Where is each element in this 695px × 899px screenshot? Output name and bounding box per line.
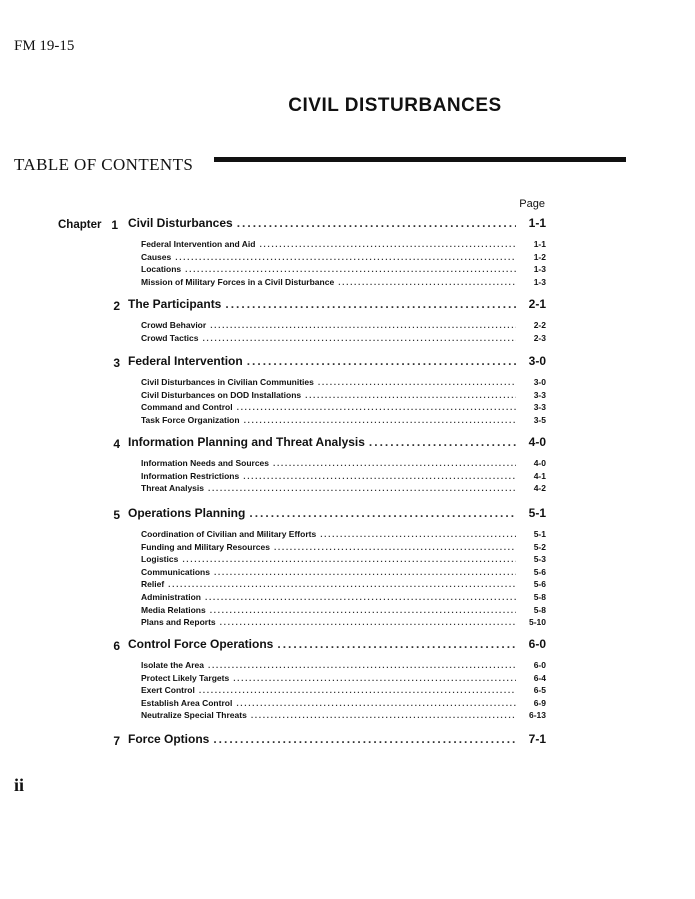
section-title: Funding and Military Resources — [141, 541, 270, 552]
leader-dots — [259, 239, 516, 249]
section-entry[interactable] — [141, 673, 546, 683]
leader-dots — [205, 592, 516, 602]
section-entry[interactable] — [141, 579, 546, 589]
page-number: ii — [14, 775, 25, 795]
section-page: 1-1 — [533, 239, 546, 249]
section-page: 6-9 — [533, 697, 546, 708]
section-entry[interactable] — [141, 554, 546, 564]
chapter-title: Force Options — [128, 732, 210, 746]
leader-dots — [237, 216, 516, 230]
section-page: 2-2 — [533, 320, 546, 330]
chapter-number: 6 — [113, 639, 120, 653]
section-entry[interactable] — [141, 277, 546, 287]
section-title: Federal Intervention and Aid — [141, 239, 256, 249]
section-title: Isolate the Area — [141, 660, 204, 670]
section-entry[interactable] — [141, 415, 546, 425]
section-entry[interactable] — [141, 529, 546, 539]
chapter-entry[interactable] — [128, 216, 546, 230]
chapter-title: Civil Disturbances — [128, 216, 233, 230]
section-entry[interactable] — [141, 390, 546, 400]
leader-dots — [175, 252, 516, 262]
leader-dots — [277, 637, 516, 651]
section-page: 2-3 — [533, 332, 546, 343]
chapter-page: 5-1 — [528, 506, 546, 520]
leader-dots — [213, 732, 516, 746]
leader-dots — [237, 402, 516, 412]
page-title-text: CIVIL DISTURBANCES — [288, 95, 502, 116]
leader-dots — [273, 458, 516, 468]
chapter-page: 2-1 — [528, 297, 546, 311]
chapter-page: 3-0 — [528, 354, 546, 368]
section-entry[interactable] — [141, 239, 546, 249]
leader-dots — [225, 297, 516, 311]
chapter-number: 3 — [113, 356, 120, 370]
chapter-title: Information Planning and Threat Analysis — [128, 435, 365, 449]
section-page: 1-3 — [533, 276, 546, 287]
document-id: FM 19-15 — [14, 38, 75, 54]
leader-dots — [214, 567, 516, 577]
leader-dots — [236, 698, 516, 708]
chapter-number: 7 — [113, 734, 120, 748]
section-title: Causes — [141, 251, 172, 262]
section-entry[interactable] — [141, 567, 546, 577]
leader-dots — [244, 415, 516, 425]
section-title: Neutralize Special Threats — [141, 710, 247, 721]
section-page: 5-1 — [533, 529, 546, 539]
leader-dots — [320, 529, 516, 539]
leader-dots — [274, 542, 516, 552]
section-title: Mission of Military Forces in a Civil Disturbance — [141, 276, 335, 287]
chapter-entry[interactable] — [128, 354, 546, 368]
leader-dots — [243, 471, 516, 481]
chapter-number: 1 — [111, 218, 118, 232]
section-title: Task Force Organization — [141, 414, 240, 425]
section-page: 3-3 — [533, 402, 546, 413]
chapter-number: 2 — [113, 299, 120, 313]
section-page: 4-2 — [533, 483, 546, 494]
section-entry[interactable] — [141, 320, 546, 330]
leader-dots — [199, 685, 516, 695]
leader-dots — [168, 579, 516, 589]
section-title: Threat Analysis — [141, 483, 204, 494]
section-page: 5-6 — [533, 566, 546, 577]
chapter-title: Federal Intervention — [128, 354, 243, 368]
section-title: Plans and Reports — [141, 617, 216, 628]
section-entry[interactable] — [141, 605, 546, 615]
section-page: 3-5 — [533, 414, 546, 425]
section-entry[interactable] — [141, 592, 546, 602]
chapter-page: 7-1 — [528, 732, 546, 746]
section-entry[interactable] — [141, 542, 546, 552]
section-entry[interactable] — [141, 710, 546, 720]
section-page: 5-8 — [533, 604, 546, 615]
leader-dots — [210, 320, 516, 330]
section-entry[interactable] — [141, 402, 546, 412]
section-entry[interactable] — [141, 698, 546, 708]
section-title: Communications — [141, 566, 210, 577]
leader-dots — [182, 554, 516, 564]
chapter-word: Chapter — [58, 219, 102, 231]
page-title — [0, 95, 560, 117]
leader-dots — [251, 710, 516, 720]
section-title: Logistics — [141, 554, 179, 565]
section-title: Civil Disturbances on DOD Installations — [141, 389, 302, 400]
section-page: 1-2 — [533, 251, 546, 262]
section-page: 6-5 — [533, 685, 546, 696]
chapter-title: Control Force Operations — [128, 637, 274, 651]
chapter-page: 1-1 — [528, 216, 546, 230]
leader-dots — [208, 660, 516, 670]
section-page: 5-8 — [533, 592, 546, 602]
section-entry[interactable] — [141, 252, 546, 262]
leader-dots — [369, 435, 516, 449]
section-title: Command and Control — [141, 402, 233, 413]
section-entry[interactable] — [141, 471, 546, 481]
chapter-page: 6-0 — [528, 637, 546, 651]
leader-dots — [220, 617, 516, 627]
leader-dots — [208, 483, 516, 493]
section-page: 3-3 — [533, 389, 546, 400]
chapter-title: The Participants — [128, 297, 222, 311]
section-page: 6-13 — [528, 710, 546, 721]
chapter-title: Operations Planning — [128, 506, 246, 520]
section-entry[interactable] — [141, 458, 546, 468]
section-page: 5-2 — [533, 541, 546, 552]
section-page: 5-10 — [528, 617, 546, 628]
section-title: Crowd Tactics — [141, 332, 199, 343]
section-title: Crowd Behavior — [141, 320, 207, 330]
chapter-entry[interactable] — [128, 297, 546, 311]
toc-heading: TABLE OF CONTENTS — [14, 155, 194, 174]
section-title: Locations — [141, 264, 182, 275]
section-entry[interactable] — [141, 264, 546, 274]
leader-dots — [210, 605, 516, 615]
leader-dots — [305, 390, 516, 400]
section-page: 5-6 — [533, 579, 546, 590]
leader-dots — [338, 277, 516, 287]
section-title: Administration — [141, 592, 201, 602]
section-page: 4-0 — [533, 458, 546, 468]
section-page: 4-1 — [533, 470, 546, 481]
leader-dots — [318, 377, 516, 387]
section-title: Information Restrictions — [141, 470, 240, 481]
section-entry[interactable] — [141, 685, 546, 695]
section-title: Protect Likely Targets — [141, 672, 230, 683]
section-page: 1-3 — [533, 264, 546, 275]
chapter-page: 4-0 — [528, 435, 546, 449]
section-title: Relief — [141, 579, 165, 590]
page-column-label: Page — [519, 198, 545, 210]
chapter-entry[interactable] — [128, 506, 546, 520]
section-page: 5-3 — [533, 554, 546, 565]
chapter-entry[interactable] — [128, 435, 546, 449]
section-page: 3-0 — [533, 377, 546, 387]
section-title: Coordination of Civilian and Military Efforts — [141, 529, 317, 539]
section-entry[interactable] — [141, 617, 546, 627]
chapter-number: 5 — [113, 508, 120, 522]
section-title: Information Needs and Sources — [141, 458, 269, 468]
leader-dots — [247, 354, 516, 368]
leader-dots — [249, 506, 516, 520]
section-page: 6-0 — [533, 660, 546, 670]
chapter-entry[interactable] — [128, 637, 546, 651]
section-entry[interactable] — [141, 377, 546, 387]
chapter-number: 4 — [113, 437, 120, 451]
section-page: 6-4 — [533, 672, 546, 683]
section-title: Media Relations — [141, 604, 206, 615]
chapter-entry[interactable] — [128, 732, 546, 746]
section-title: Exert Control — [141, 685, 195, 696]
section-entry[interactable] — [141, 333, 546, 343]
section-entry[interactable] — [141, 483, 546, 493]
heading-rule — [214, 157, 626, 162]
section-entry[interactable] — [141, 660, 546, 670]
section-title: Civil Disturbances in Civilian Communities — [141, 377, 314, 387]
leader-dots — [202, 333, 516, 343]
leader-dots — [185, 264, 516, 274]
section-title: Establish Area Control — [141, 697, 233, 708]
leader-dots — [233, 673, 516, 683]
